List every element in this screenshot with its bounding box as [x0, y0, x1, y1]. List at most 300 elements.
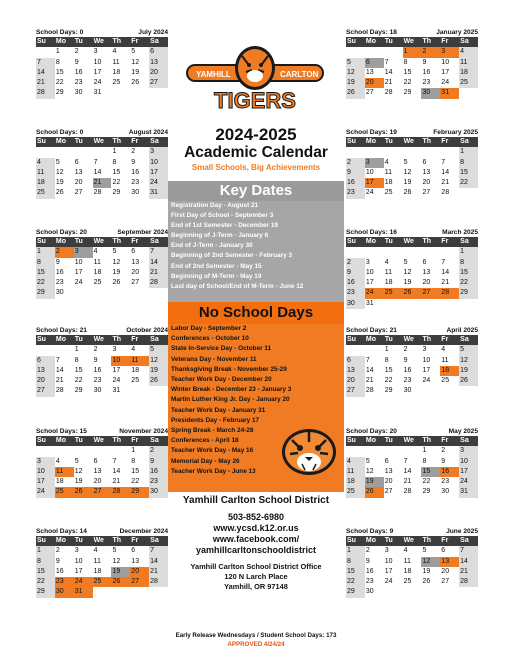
weekday-header: We: [93, 335, 112, 345]
day-cell: 28: [149, 577, 168, 587]
weekday-header: Th: [421, 335, 440, 345]
day-cell: 12: [131, 58, 140, 66]
day-cell: 14: [459, 557, 478, 567]
day-cell: 23: [441, 478, 450, 486]
day-cell: 26: [131, 79, 140, 87]
facebook-link-path[interactable]: yamhillcarltonschooldistrict: [195, 545, 317, 555]
day-cell: 27: [93, 487, 112, 497]
no-school-item: Presidents Day - February 17: [171, 416, 260, 424]
day-cell: 6: [131, 248, 136, 256]
weekday-header: Fr: [130, 436, 149, 446]
key-date-item: First Day of School - September 3: [171, 212, 274, 220]
day-cell: 26: [459, 376, 478, 386]
month-title: February 2025: [433, 129, 478, 136]
day-cell: 7: [93, 158, 98, 166]
day-cell: 31: [365, 299, 374, 307]
website-link[interactable]: www.ycsd.k12.or.us: [213, 523, 299, 533]
day-cell: 8: [36, 557, 55, 567]
day-cell: 19: [403, 179, 412, 187]
day-cell: 19: [131, 68, 140, 76]
day-cell: 12: [403, 268, 412, 276]
day-cell: 11: [441, 356, 449, 364]
day-cell: 26: [365, 487, 384, 497]
empty-day-cell: [459, 386, 478, 396]
day-cell: 11: [384, 268, 392, 276]
weekday-header: Fr: [440, 137, 459, 147]
day-cell: 15: [74, 366, 83, 374]
day-cell: 21: [384, 79, 393, 87]
day-cell: 2: [346, 258, 365, 268]
empty-day-cell: [74, 147, 93, 157]
day-cell: 18: [55, 478, 64, 486]
empty-day-cell: [346, 446, 365, 456]
day-cell: 22: [384, 377, 393, 385]
day-cell: 2: [441, 447, 446, 455]
day-cell: 9: [74, 58, 79, 66]
day-cell: 23: [149, 477, 168, 487]
phone-number: 503-852-6980: [227, 512, 285, 522]
day-cell: 24: [459, 477, 478, 487]
day-cell: 15: [384, 366, 393, 374]
no-school-item: Teacher Work Day - May 16: [171, 447, 254, 455]
day-cell: 19: [422, 567, 431, 575]
weekday-header: Mo: [55, 137, 74, 147]
weekday-header: Mo: [365, 436, 384, 446]
key-date-item: Beginning of M-Term - May 19: [171, 272, 262, 280]
day-cell: 15: [55, 68, 64, 76]
day-cell: 27: [384, 488, 393, 496]
day-cell: 1: [346, 546, 365, 556]
day-cell: 12: [365, 467, 374, 475]
facebook-link[interactable]: www.facebook.com/: [212, 534, 300, 544]
day-cell: 20: [130, 567, 149, 577]
weekday-header: Th: [111, 335, 130, 345]
day-cell: 22: [74, 377, 83, 385]
empty-day-cell: [384, 47, 403, 57]
month-title: May 2025: [448, 428, 478, 435]
day-cell: 4: [36, 158, 55, 168]
empty-day-cell: [384, 446, 403, 456]
day-cell: 27: [365, 89, 374, 97]
day-cell: 1: [36, 247, 55, 257]
day-cell: 19: [365, 477, 384, 487]
day-cell: 30: [74, 89, 83, 97]
day-cell: 17: [74, 268, 83, 276]
empty-day-cell: [36, 147, 55, 157]
weekday-header: Tu: [74, 536, 93, 546]
day-cell: 22: [131, 478, 140, 486]
day-cell: 13: [131, 557, 140, 565]
day-cell: 11: [36, 168, 55, 178]
empty-day-cell: [365, 147, 384, 157]
empty-day-cell: [93, 587, 112, 597]
day-cell: 10: [36, 467, 55, 477]
day-cell: 10: [74, 258, 83, 266]
day-cell: 17: [365, 178, 384, 188]
school-days-count: School Days: 21: [346, 327, 397, 334]
weekday-header: Sa: [149, 137, 168, 147]
day-cell: 8: [55, 58, 60, 66]
empty-day-cell: [365, 446, 384, 456]
day-cell: 3: [422, 346, 427, 354]
weekday-header: Fr: [440, 37, 459, 47]
weekday-header: Tu: [384, 436, 403, 446]
day-cell: 17: [149, 168, 168, 178]
day-cell: 14: [384, 68, 393, 76]
day-cell: 23: [93, 377, 102, 385]
day-cell: 23: [131, 179, 140, 187]
empty-day-cell: [403, 446, 422, 456]
calendar-year: 2024-2025: [215, 125, 297, 144]
day-cell: 11: [130, 356, 149, 366]
weekday-header: Sa: [149, 37, 168, 47]
day-cell: 6: [365, 58, 384, 68]
day-cell: 5: [55, 158, 60, 166]
day-cell: 25: [36, 188, 55, 198]
day-cell: 26: [74, 487, 93, 497]
key-date-item: End of 2nd Semester - May 15: [171, 262, 262, 270]
empty-day-cell: [440, 147, 459, 157]
day-cell: 13: [365, 68, 374, 76]
weekday-header: We: [93, 237, 112, 247]
calendar-february-2025: [346, 128, 478, 199]
day-cell: 30: [55, 289, 64, 297]
day-cell: 28: [55, 387, 64, 395]
day-cell: 17: [365, 279, 374, 287]
day-cell: 10: [459, 457, 478, 467]
day-cell: 9: [403, 356, 408, 364]
day-cell: 8: [74, 356, 79, 364]
no-school-item: Winter Break - December 23 - January 3: [171, 386, 292, 394]
day-cell: 30: [55, 587, 74, 597]
day-cell: 11: [93, 258, 101, 266]
day-cell: 11: [55, 467, 74, 477]
day-cell: 21: [149, 268, 168, 278]
weekday-header: Su: [36, 137, 55, 147]
day-cell: 8: [131, 457, 136, 465]
weekday-header: Sa: [149, 436, 168, 446]
weekday-header: Mo: [55, 237, 74, 247]
no-school-item: Labor Day - September 2: [171, 325, 247, 332]
day-cell: 2: [131, 148, 136, 156]
day-cell: 20: [441, 567, 450, 575]
day-cell: 10: [384, 557, 393, 565]
no-school-item: Martin Luther King Jr. Day - January 20: [171, 396, 290, 404]
tiger-head-icon: [280, 426, 338, 476]
day-cell: 13: [346, 366, 365, 376]
key-date-item: Registration Day - August 21: [171, 202, 259, 209]
day-cell: 30: [93, 387, 102, 395]
calendar-june-2025: [346, 527, 478, 598]
empty-day-cell: [365, 247, 384, 257]
school-days-count: School Days: 0: [36, 129, 84, 136]
day-cell: 9: [149, 457, 168, 467]
day-cell: 16: [365, 567, 374, 575]
day-cell: 29: [384, 387, 393, 395]
school-days-count: School Days: 20: [36, 229, 87, 236]
day-cell: 14: [36, 68, 55, 78]
day-cell: 27: [131, 279, 140, 287]
day-cell: 4: [441, 346, 446, 354]
weekday-header: Tu: [384, 237, 403, 247]
weekday-header: Th: [111, 37, 130, 47]
weekday-header: Sa: [149, 237, 168, 247]
day-cell: 18: [384, 279, 393, 287]
day-cell: 2: [55, 247, 74, 257]
day-cell: 25: [93, 279, 102, 287]
key-date-item: End of J-Term - January 30: [171, 242, 253, 250]
day-cell: 19: [459, 366, 478, 376]
day-cell: 14: [55, 366, 64, 374]
empty-day-cell: [55, 147, 74, 157]
day-cell: 23: [346, 188, 365, 198]
day-cell: 10: [441, 58, 450, 66]
weekday-header: Th: [421, 137, 440, 147]
weekday-header: Fr: [440, 436, 459, 446]
day-cell: 22: [112, 179, 121, 187]
day-cell: 4: [384, 158, 389, 166]
day-cell: 7: [403, 457, 408, 465]
office-street: 120 N Larch Place: [224, 572, 288, 581]
day-cell: 30: [346, 299, 365, 309]
day-cell: 3: [36, 457, 55, 467]
day-cell: 28: [93, 189, 102, 197]
calendar-title: Academic Calendar: [184, 144, 328, 161]
day-cell: 1: [112, 148, 117, 156]
weekday-header: Su: [36, 335, 55, 345]
day-cell: 13: [131, 258, 140, 266]
day-cell: 29: [112, 189, 121, 197]
day-cell: 2: [93, 346, 98, 354]
weekday-header: We: [93, 536, 112, 546]
empty-day-cell: [440, 386, 459, 396]
day-cell: 1: [55, 48, 60, 56]
key-date-item: Beginning of J-Term - January 6: [171, 232, 269, 240]
day-cell: 8: [422, 457, 427, 465]
day-cell: 6: [36, 356, 55, 366]
day-cell: 30: [365, 588, 374, 596]
weekday-header: Th: [111, 237, 130, 247]
day-cell: 7: [365, 356, 370, 364]
empty-day-cell: [93, 446, 112, 456]
early-release-note: Early Release Wednesdays / Student School Days: 173: [175, 632, 337, 639]
no-school-item: Conferences - April 18: [171, 437, 239, 445]
day-cell: 18: [384, 179, 393, 187]
day-cell: 6: [384, 457, 389, 465]
day-cell: 5: [365, 457, 370, 465]
day-cell: 21: [441, 179, 450, 187]
day-cell: 9: [346, 268, 365, 278]
day-cell: 30: [441, 488, 450, 496]
day-cell: 3: [384, 547, 389, 555]
day-cell: 5: [74, 457, 79, 465]
weekday-header: Tu: [384, 37, 403, 47]
day-cell: 8: [459, 158, 478, 168]
empty-day-cell: [111, 446, 130, 456]
empty-day-cell: [55, 345, 74, 355]
weekday-header: Mo: [55, 436, 74, 446]
day-cell: 17: [74, 567, 83, 575]
day-cell: 4: [112, 48, 117, 56]
day-cell: 12: [55, 168, 64, 176]
school-days-count: School Days: 18: [346, 29, 397, 36]
day-cell: 30: [403, 387, 412, 395]
day-cell: 25: [346, 487, 365, 497]
empty-day-cell: [459, 587, 478, 597]
day-cell: 5: [149, 345, 168, 355]
day-cell: 10: [422, 356, 431, 364]
day-cell: 8: [403, 58, 408, 66]
weekday-header: Su: [346, 335, 365, 345]
day-cell: 10: [149, 158, 168, 168]
day-cell: 28: [403, 488, 412, 496]
school-days-count: School Days: 16: [346, 229, 397, 236]
no-school-days-panel: [168, 302, 344, 492]
weekday-header: Th: [111, 436, 130, 446]
day-cell: 16: [93, 366, 102, 374]
day-cell: 6: [441, 547, 446, 555]
day-cell: 3: [74, 547, 79, 555]
day-cell: 5: [422, 547, 427, 555]
day-cell: 15: [403, 68, 412, 76]
weekday-header: Tu: [74, 237, 93, 247]
day-cell: 23: [55, 577, 74, 587]
no-school-item: Veterans Day - November 11: [171, 355, 257, 363]
day-cell: 25: [441, 377, 450, 385]
weekday-header: We: [403, 237, 422, 247]
tagline: Small Schools, Big Achievements: [191, 163, 321, 172]
day-cell: 1: [422, 447, 427, 455]
day-cell: 16: [55, 567, 64, 575]
day-cell: 14: [112, 467, 121, 475]
no-school-item: Teacher Work Day - June 13: [171, 467, 256, 475]
day-cell: 31: [459, 487, 478, 497]
empty-day-cell: [111, 587, 130, 597]
day-cell: 20: [131, 268, 140, 276]
day-cell: 14: [403, 467, 412, 475]
day-cell: 9: [441, 457, 446, 465]
day-cell: 17: [422, 366, 431, 374]
day-cell: 27: [422, 189, 431, 197]
empty-day-cell: [130, 386, 149, 396]
calendar-august-2024: [36, 128, 168, 199]
month-title: September 2024: [117, 229, 168, 236]
day-cell: 19: [112, 268, 121, 276]
school-days-count: School Days: 9: [346, 528, 394, 535]
day-cell: 22: [36, 278, 55, 288]
day-cell: 25: [112, 79, 121, 87]
day-cell: 10: [93, 58, 102, 66]
day-cell: 7: [55, 356, 60, 364]
day-cell: 18: [93, 268, 102, 276]
day-cell: 2: [149, 446, 168, 456]
day-cell: 10: [74, 557, 83, 565]
weekday-header: Fr: [130, 37, 149, 47]
weekday-header: We: [403, 335, 422, 345]
day-cell: 9: [365, 557, 370, 565]
weekday-header: Tu: [74, 335, 93, 345]
day-cell: 28: [111, 487, 130, 497]
day-cell: 20: [74, 179, 83, 187]
day-cell: 13: [36, 366, 55, 376]
day-cell: 5: [346, 58, 365, 68]
weekday-header: We: [403, 536, 422, 546]
school-days-count: School Days: 0: [36, 29, 84, 36]
day-cell: 26: [55, 189, 64, 197]
day-cell: 1: [459, 147, 478, 157]
day-cell: 25: [384, 288, 403, 298]
key-date-item: Last day of School/End of M-Term - June 12: [171, 282, 304, 290]
day-cell: 2: [74, 48, 79, 56]
weekday-header: Sa: [459, 237, 478, 247]
day-cell: 29: [403, 89, 412, 97]
day-cell: 29: [36, 587, 55, 597]
day-cell: 13: [384, 467, 393, 475]
day-cell: 11: [403, 557, 411, 565]
day-cell: 29: [130, 487, 149, 497]
weekday-header: Mo: [55, 536, 74, 546]
day-cell: 15: [112, 168, 121, 176]
calendar-november-2024: [36, 427, 168, 498]
day-cell: 3: [112, 346, 117, 354]
weekday-header: Tu: [384, 137, 403, 147]
day-cell: 19: [346, 78, 365, 88]
day-cell: 20: [384, 478, 393, 486]
day-cell: 22: [55, 79, 64, 87]
day-cell: 25: [384, 189, 393, 197]
day-cell: 8: [384, 356, 389, 364]
school-days-count: School Days: 14: [36, 528, 87, 535]
day-cell: 27: [441, 578, 450, 586]
empty-day-cell: [384, 147, 403, 157]
calendar-july-2024: [36, 28, 168, 99]
month-title: August 2024: [128, 129, 168, 136]
empty-day-cell: [403, 147, 422, 157]
day-cell: 27: [74, 189, 83, 197]
day-cell: 14: [149, 258, 168, 268]
day-cell: 29: [459, 288, 478, 298]
day-cell: 3: [365, 258, 370, 266]
day-cell: 22: [459, 278, 478, 288]
day-cell: 24: [365, 189, 374, 197]
day-cell: 25: [403, 578, 412, 586]
approval-note: APPROVED 4/24/24: [227, 641, 285, 648]
weekday-header: Sa: [459, 137, 478, 147]
weekday-header: Su: [36, 436, 55, 446]
day-cell: 7: [112, 457, 117, 465]
key-dates-panel: [168, 181, 344, 302]
day-cell: 16: [149, 467, 168, 477]
empty-day-cell: [74, 288, 93, 298]
empty-day-cell: [149, 386, 168, 396]
day-cell: 1: [36, 546, 55, 556]
day-cell: 4: [403, 547, 408, 555]
day-cell: 19: [149, 366, 168, 376]
school-days-count: School Days: 20: [346, 428, 397, 435]
day-cell: 3: [365, 158, 384, 168]
school-days-count: School Days: 19: [346, 129, 397, 136]
day-cell: 5: [403, 158, 408, 166]
empty-day-cell: [149, 288, 168, 298]
empty-day-cell: [93, 147, 112, 157]
day-cell: 20: [422, 279, 431, 287]
month-title: June 2025: [446, 528, 478, 535]
weekday-header: Th: [421, 37, 440, 47]
weekday-header: Tu: [74, 436, 93, 446]
day-cell: 2: [403, 346, 408, 354]
day-cell: 16: [422, 68, 431, 76]
weekday-header: Fr: [440, 237, 459, 247]
